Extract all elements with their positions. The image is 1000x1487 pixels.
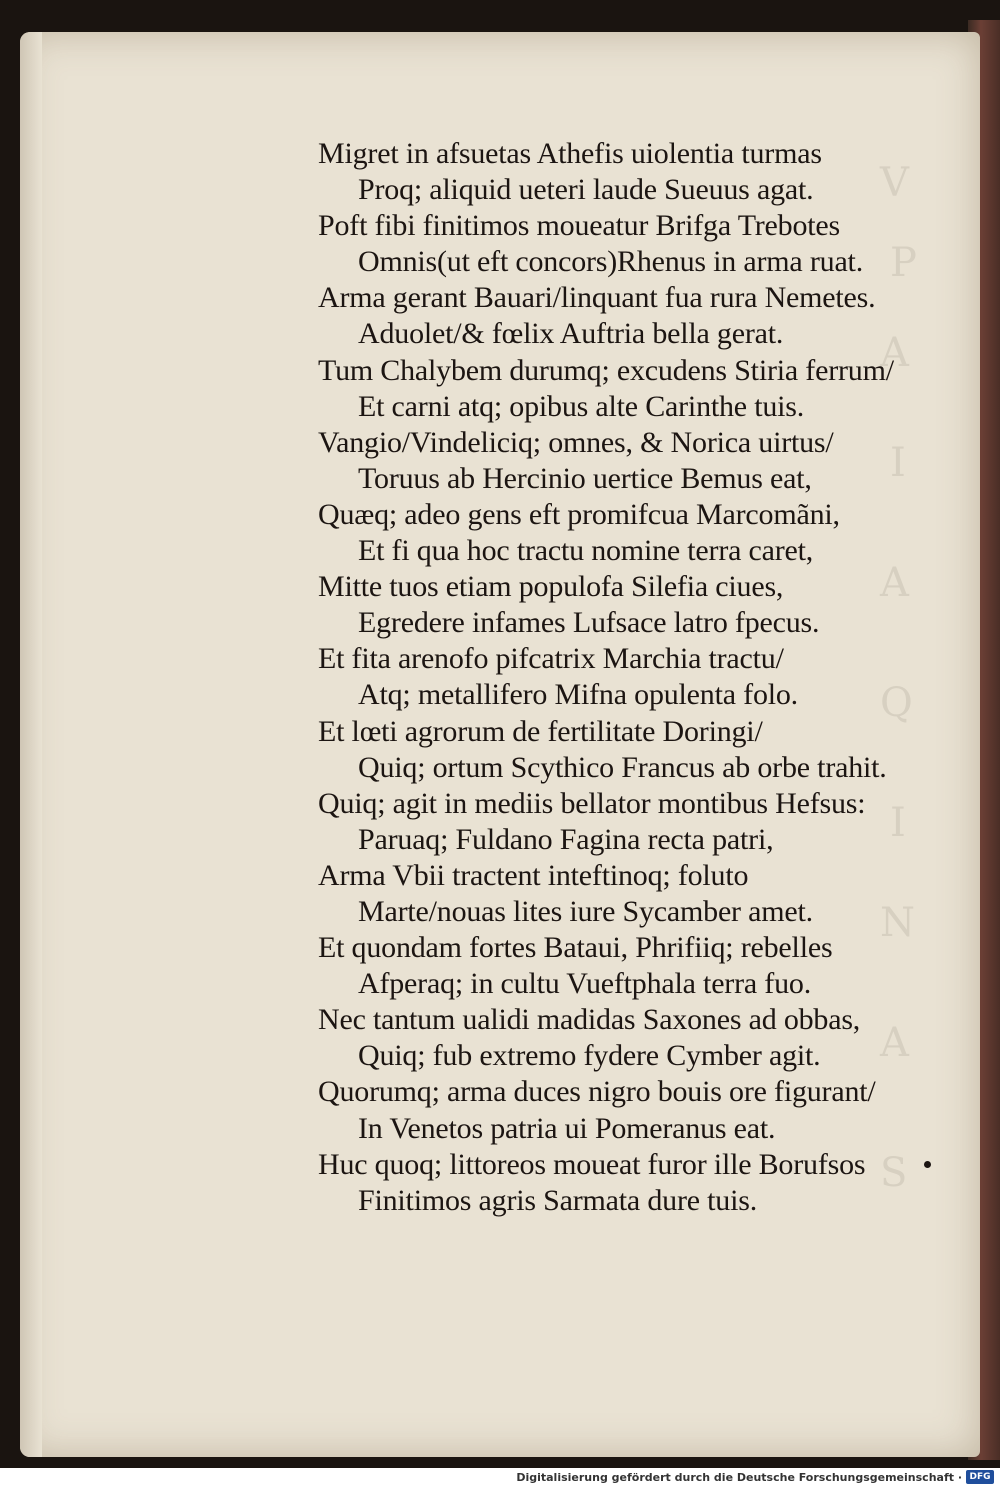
verse-line: Finitimos agris Sarmata dure tuis. <box>358 1183 757 1217</box>
verse-line: Arma Vbii tractent inteftinoq; foluto <box>318 858 749 892</box>
poem-text <box>318 136 918 1219</box>
verse-line: Marte/nouas lites iure Sycamber amet. <box>358 894 813 928</box>
page-gutter <box>20 32 42 1457</box>
ink-dot <box>924 1161 931 1168</box>
verse-line: Quiq; agit in mediis bellator montibus Hefsus: <box>318 786 866 820</box>
dfg-credit: Digitalisierung gefördert durch die Deutsche Forschungsgemeinschaft · <box>516 1471 962 1484</box>
verse-line: In Venetos patria ui Pomeranus eat. <box>358 1111 776 1145</box>
verse-line: Tum Chalybem durumq; excudens Stiria ferrum/ <box>318 353 894 387</box>
verse-line: Quæq; adeo gens eft promifcua Marcomãni, <box>318 497 840 531</box>
verse-line: Egredere infames Lufsace latro fpecus. <box>358 606 820 640</box>
verse-line: Afperaq; in cultu Vueftphala terra fuo. <box>358 967 811 1001</box>
verse-line: Et carni atq; opibus alte Carinthe tuis. <box>358 389 805 423</box>
verse-line: Et fita arenofo pifcatrix Marchia tractu/ <box>318 642 784 676</box>
verse-line: Huc quoq; littoreos moueat furor ille Borufsos <box>318 1147 866 1181</box>
verse-line: Quiq; fub extremo fydere Cymber agit. <box>358 1039 821 1073</box>
verse-line: Nec tantum ualidi madidas Saxones ad obbas, <box>318 1003 861 1037</box>
verse-line: Aduolet/& fœlix Auftria bella gerat. <box>358 317 784 351</box>
verse-line: Et fi qua hoc tractu nomine terra caret, <box>358 534 814 568</box>
verse-line: Mitte tuos etiam populofa Silefia ciues, <box>318 570 784 604</box>
verse-line: Quiq; ortum Scythico Francus ab orbe trahit. <box>358 750 887 784</box>
verse-line: Vangio/Vindeliciq; omnes, & Norica uirtus/ <box>318 425 834 459</box>
verse-line: Omnis(ut eft concors)Rhenus in arma ruat. <box>358 245 863 279</box>
verse-line: Poft fibi finitimos moueatur Brifga Trebotes <box>318 209 841 243</box>
verse-line: Proq; aliquid ueteri laude Sueuus agat. <box>358 173 814 207</box>
verse-line: Paruaq; Fuldano Fagina recta patri, <box>358 822 774 856</box>
verse-line: Arma gerant Bauari/linquant fua rura Nemetes. <box>318 281 876 315</box>
dfg-logo: DFG <box>966 1470 994 1484</box>
verse-line: Et quondam fortes Bataui, Phrifiiq; rebelles <box>318 931 833 965</box>
verse-line: Migret in afsuetas Athefis uiolentia turmas <box>318 137 822 170</box>
verse-line: Quorumq; arma duces nigro bouis ore figurant/ <box>318 1075 876 1109</box>
verse-line: Atq; metallifero Mifna opulenta folo. <box>358 678 798 712</box>
verse-line: Et lœti agrorum de fertilitate Doringi/ <box>318 714 763 748</box>
verse-line: Toruus ab Hercinio uertice Bemus eat, <box>358 461 812 495</box>
